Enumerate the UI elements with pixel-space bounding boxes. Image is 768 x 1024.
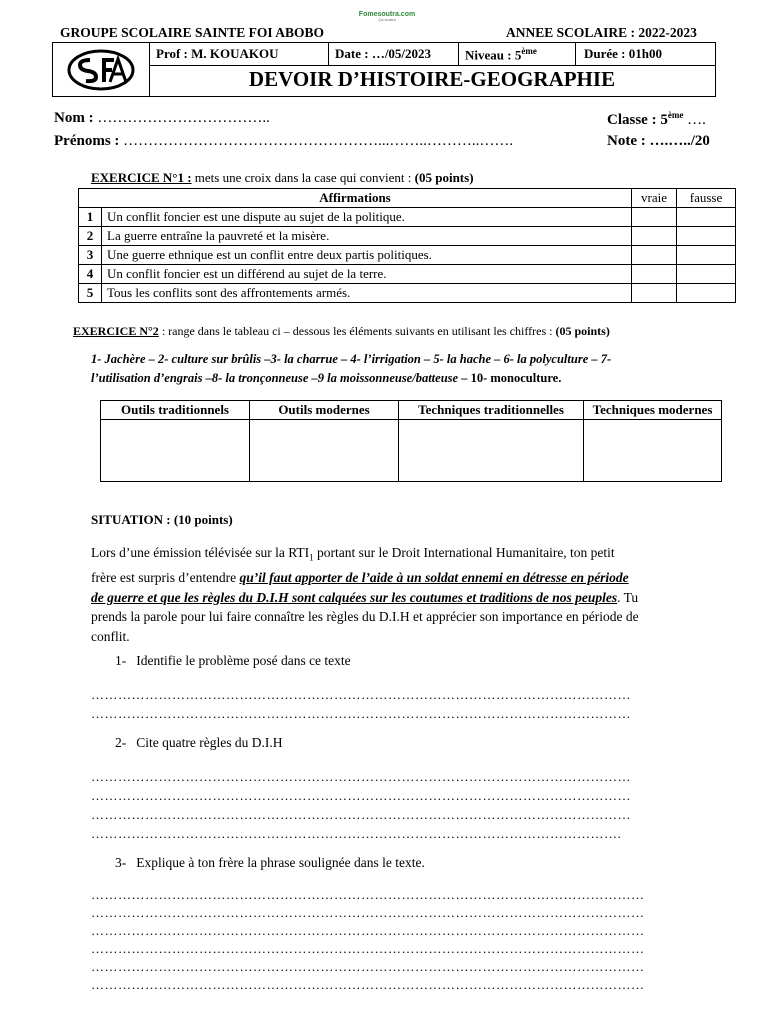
answer-line[interactable]: ………………………………………………………………………………………………………… (91, 807, 631, 822)
date-cell (328, 43, 459, 65)
vraie-cell[interactable] (632, 265, 677, 284)
row-text: Une guerre ethnique est un conflit entre deux partis politiques. (102, 246, 632, 265)
situation-underlined-2: de guerre et que les règles du D.I.H sont calquées sur les coutumes et traditions de nos peuples (91, 589, 618, 605)
situation-underlined-1: qu’il faut apporter de l’aide à un soldat ennemi en détresse en période (239, 570, 629, 586)
fausse-cell[interactable] (677, 208, 736, 227)
situation-title: SITUATION : (10 points) (91, 512, 233, 527)
ex1-points: (05 points) (414, 170, 474, 185)
niveau-label: Niveau : 5 (465, 47, 522, 63)
ex2-instruction: : range dans le tableau ci – dessous les éléments suivants en utilisant les chiffres : (158, 324, 556, 338)
prenoms-label: Prénoms : (54, 133, 120, 149)
ex2-heading (73, 324, 610, 339)
vraie-cell[interactable] (632, 246, 677, 265)
note-label: Note : ….…../20 (607, 133, 710, 149)
fausse-cell[interactable] (677, 246, 736, 265)
ex2-header-tech-mod: Techniques modernes (584, 401, 722, 420)
row-number: 2 (79, 227, 102, 246)
question-text: Explique à ton frère la phrase soulignée dans le texte. (136, 855, 425, 870)
nom-row (54, 110, 270, 127)
fausse-cell[interactable] (677, 284, 736, 303)
watermark-sub: Ça soutra (378, 17, 396, 22)
ex2-header-outils-trad: Outils traditionnels (101, 401, 250, 420)
classe-row (607, 110, 706, 129)
answer-line[interactable]: ………………………………………………………………………………………………………… (91, 788, 631, 803)
situation-line3 (91, 588, 731, 608)
table-row (79, 284, 736, 303)
row-number: 4 (79, 265, 102, 284)
niveau-wrap (465, 46, 537, 63)
duree-cell (575, 43, 715, 65)
nom-dots: …………………………….. (97, 110, 270, 126)
question-3 (115, 855, 425, 871)
page-title: DEVOIR D’HISTOIRE-GEOGRAPHIE (248, 67, 616, 91)
ex1-header-vraie: vraie (632, 189, 677, 208)
question-text: Identifie le problème posé dans ce texte (136, 653, 351, 668)
situation-p4: . Tu (617, 589, 639, 605)
vraie-cell[interactable] (632, 227, 677, 246)
situation-line4: prends la parole pour lui faire connaître les règles du D.I.H et apprécier son importance en période de (91, 609, 639, 625)
situation-line5: conflit. (91, 628, 130, 644)
vraie-cell[interactable] (632, 208, 677, 227)
school-name: GROUPE SCOLAIRE SAINTE FOI ABOBO (60, 25, 325, 40)
ex1-table (78, 188, 736, 303)
answer-cell[interactable] (250, 420, 399, 482)
ex2-points: (05 points) (555, 324, 610, 338)
answer-line[interactable]: …………………………………………………………………………………………………………… (91, 941, 645, 956)
ex2-label: EXERCICE N°2 (73, 324, 159, 338)
classe-sup: ème (667, 110, 684, 120)
situation-p3: frère est surpris d’entendre (91, 570, 240, 586)
ex2-items-line2b: 10- monoculture. (470, 371, 562, 385)
situation-text (91, 543, 731, 646)
answer-line[interactable]: ………………………………………………………………………………………………………… (91, 769, 631, 784)
ex2-header-tech-trad: Techniques traditionnelles (399, 401, 584, 420)
niveau-sup: ème (521, 46, 537, 56)
school-year: ANNEE SCOLAIRE : 2022-2023 (506, 25, 697, 40)
watermark-text: Fomesoutra.com (358, 11, 416, 18)
ex1-instruction: mets une croix dans la case qui convient : (191, 170, 415, 185)
vraie-cell[interactable] (632, 284, 677, 303)
answer-cell[interactable] (399, 420, 584, 482)
situation-p1-sub: 1 (309, 552, 314, 563)
row-number: 3 (79, 246, 102, 265)
fausse-cell[interactable] (677, 265, 736, 284)
header-frame (52, 42, 716, 97)
answer-line[interactable]: ………………………………………………………………………………………………………… (91, 687, 631, 702)
logo-cell (53, 43, 150, 96)
answer-cell[interactable] (584, 420, 722, 482)
answer-line[interactable]: …………………………………………………………………………………………………………… (91, 923, 645, 938)
date-label: Date : …/05/2023 (335, 46, 432, 61)
question-1 (115, 653, 351, 669)
ex1-header-fausse: fausse (677, 189, 736, 208)
question-number: 2- (115, 735, 127, 750)
duree-label: Durée : 01h00 (584, 46, 662, 61)
answer-line[interactable]: ………………………………………………………………………………………………………… (91, 706, 631, 721)
ex1-heading (91, 170, 474, 186)
niveau-cell (458, 43, 576, 65)
ex2-table (100, 400, 722, 482)
answer-line[interactable]: …………………………………………………………………………………………………………… (91, 905, 645, 920)
ex2-header-row (101, 401, 722, 420)
ex1-label: EXERCICE N°1 : (91, 170, 192, 185)
table-row (79, 246, 736, 265)
ex2-header-outils-mod: Outils modernes (250, 401, 399, 420)
prof-label: Prof : M. KOUAKOU (156, 46, 279, 61)
situation-p1: Lors d’une émission télévisée sur la RTI (91, 545, 310, 560)
classe-dots: …. (683, 112, 706, 128)
fausse-cell[interactable] (677, 227, 736, 246)
question-2 (115, 735, 282, 751)
prof-cell (149, 43, 329, 65)
ex2-items-line2a: l’utilisation d’engrais –8- la tronçonneuse –9 la moissonneuse/batteuse – (91, 371, 471, 385)
row-number: 5 (79, 284, 102, 303)
row-text: La guerre entraîne la pauvreté et la misère. (102, 227, 632, 246)
classe-label: Classe : 5 (607, 112, 668, 128)
table-row (79, 227, 736, 246)
table-row (79, 208, 736, 227)
situation-line1 (91, 543, 731, 568)
question-number: 3- (115, 855, 127, 870)
ex2-items-line1: 1- Jachère – 2- culture sur brûlis –3- la charrue – 4- l’irrigation – 5- la hache – 6- la polyculture – 7- (91, 352, 612, 366)
ex1-header-affirmations: Affirmations (79, 189, 632, 208)
answer-line[interactable]: ………………………………………………………………………………………………………. (91, 826, 622, 841)
answer-line[interactable]: …………………………………………………………………………………………………………… (91, 977, 645, 992)
row-number: 1 (79, 208, 102, 227)
question-text: Cite quatre règles du D.I.H (136, 735, 283, 750)
school-logo-icon (66, 48, 136, 92)
info-row (149, 43, 715, 66)
row-text: Un conflit foncier est une dispute au sujet de la politique. (102, 208, 632, 227)
ex2-answer-row (101, 420, 722, 482)
row-text: Un conflit foncier est un différend au sujet de la terre. (102, 265, 632, 284)
answer-line[interactable]: …………………………………………………………………………………………………………… (91, 959, 645, 974)
table-row (79, 265, 736, 284)
watermark (352, 11, 422, 22)
answer-cell[interactable] (101, 420, 250, 482)
row-text: Tous les conflits sont des affrontements armés. (102, 284, 632, 303)
nom-label: Nom : (54, 110, 94, 126)
answer-line[interactable]: …………………………………………………………………………………………………………… (91, 887, 645, 902)
ex2-items-line2 (91, 371, 561, 386)
situation-p2: portant sur le Droit International Humanitaire, ton petit (313, 545, 615, 560)
question-number: 1- (115, 653, 127, 668)
prenoms-row (54, 133, 513, 150)
ex1-header-row (79, 189, 736, 208)
prenoms-dots: ……………………………………………...……..………..……. (123, 133, 514, 149)
situation-line2 (91, 568, 731, 588)
